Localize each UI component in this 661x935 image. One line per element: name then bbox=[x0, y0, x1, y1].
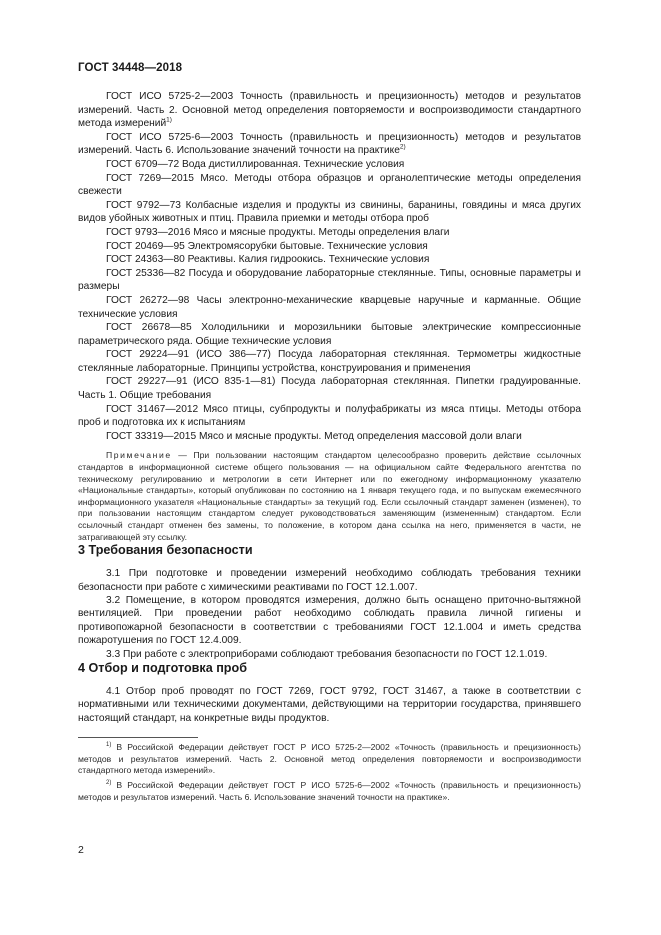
reference-item: ГОСТ 6709—72 Вода дистиллированная. Технические условия bbox=[106, 158, 405, 170]
footnote-mark: 1) bbox=[106, 742, 112, 749]
note-label: Примечание bbox=[106, 450, 172, 461]
reference-item: ГОСТ 9792—73 Колбасные изделия и продукты из свинины, баранины, говядины и мяса других видов убойных животных и птиц. Правила приемки и методы отбора проб bbox=[78, 199, 581, 225]
section-3-paragraph: 3.2 Помещение, в котором проводятся измерения, должно быть оснащено приточно-вытяжной вентиляцией. При проведении работ необходимо соблюдать правила личной гигиены и противопожарной безопасности в соответствии с требованиями ГОСТ 12.1.004 и иметь средства пожаротушения по ГОСТ 12.4.009. bbox=[78, 595, 581, 647]
reference-item: ГОСТ 29224—91 (ИСО 386—77) Посуда лабораторная стеклянная. Термометры жидкостные стеклянные лабораторные. Принципы устройства, конструирования и применения bbox=[78, 349, 581, 374]
page-number: 2 bbox=[78, 844, 84, 856]
reference-item: ГОСТ 26678—85 Холодильники и морозильники бытовые электрические компрессионные параметрического ряда. Общие технические условия bbox=[78, 322, 581, 347]
footnote: $^{2)}$ В Российской Федерации действует ГОСТ Р ИСО 5725-6—2002 «Точность (правильность и прецизионность) методов и результатов измерений. Часть 6. Использование значений точности на практике». bbox=[78, 780, 581, 802]
reference-item: ГОСТ ИСО 5725-6—2003 Точность (правильность и прецизионность) методов и результатов измерений. Часть 6. Использование значений точности на практике$^{2)}$ bbox=[78, 131, 581, 157]
references-note bbox=[78, 450, 581, 543]
normative-references bbox=[78, 90, 581, 443]
reference-item: ГОСТ 20469—95 Электромясорубки бытовые. Технические условия bbox=[106, 240, 428, 252]
footnote-divider bbox=[78, 737, 198, 738]
document-body bbox=[78, 90, 581, 803]
reference-item: ГОСТ 29227—91 (ИСО 835-1—81) Посуда лабораторная стеклянная. Пипетки градуированные. Часть 1. Общие требования bbox=[78, 376, 581, 402]
section-3-heading: 3 Требования безопасности bbox=[78, 543, 253, 558]
section-4-paragraph: 4.1 Отбор проб проводят по ГОСТ 7269, ГОСТ 9792, ГОСТ 31467, а также в соответствии с нормативными или техническими документами, действующими на территории государства, принявшего настоящий стандарт, на конкретные виды продуктов. bbox=[78, 686, 581, 724]
reference-item: ГОСТ 31467—2012 Мясо птицы, субпродукты и полуфабрикаты из мяса птицы. Методы отбора проб и подготовка их к испытаниям bbox=[78, 403, 581, 429]
reference-item: ГОСТ 25336—82 Посуда и оборудование лабораторные стеклянные. Типы, основные параметры и размеры bbox=[78, 267, 581, 293]
footnote: $^{1)}$ В Российской Федерации действует ГОСТ Р ИСО 5725-2—2002 «Точность (правильность и прецизионность) методов и результатов измерений. Часть 2. Основной метод определения повторяемости и воспроизводимости стандартного метода измерений». bbox=[78, 742, 581, 776]
note-text: — При пользовании настоящим стандартом целесообразно проверить действие ссылочных стандартов в информационной системе общего пользования — на официальном сайте Федерального агентства по техническому регулированию и метрологии в сети Интернет или по ежегодному информационному указателю «Национальные стандарты», который опубликован по состоянию на 1 января текущего года, и по выпускам ежемесячного информационного указателя «Национальные стандарты» за текущий год. Если ссылочный стандарт заменен (изменен), то при пользовании настоящим стандартом следует руководствоваться заменяющим (измененным) стандартом. Если ссылочный стандарт отменен без замены, то положение, в котором дана ссылка на него, применяется в части, не затрагивающей эту ссылку. bbox=[78, 450, 581, 542]
reference-item: ГОСТ 33319—2015 Мясо и мясные продукты. Метод определения массовой доли влаги bbox=[106, 430, 522, 442]
reference-item: ГОСТ 24363—80 Реактивы. Калия гидроокись. Технические условия bbox=[106, 254, 430, 266]
reference-item: ГОСТ ИСО 5725-2—2003 Точность (правильность и прецизионность) методов и результатов измерений. Часть 2. Основной метод определения повторяемости и воспроизводимости стандартного метода измерений$^{1)}$ bbox=[78, 91, 581, 130]
reference-item: ГОСТ 26272—98 Часы электронно-механические кварцевые наручные и карманные. Общие технические условия bbox=[78, 294, 581, 320]
document-header: ГОСТ 34448—2018 bbox=[78, 62, 183, 74]
footnote-mark: 2) bbox=[106, 780, 112, 787]
section-3-paragraph: 3.1 При подготовке и проведении измерений необходимо соблюдать требования техники безопасности при работе с химическими реактивами по ГОСТ 12.1.007. bbox=[78, 568, 581, 593]
reference-item: ГОСТ 9793—2016 Мясо и мясные продукты. Методы определения влаги bbox=[106, 226, 450, 238]
footnote-mark: 2) bbox=[399, 143, 406, 151]
footnote-mark: 1) bbox=[166, 116, 172, 124]
reference-item: ГОСТ 7269—2015 Мясо. Методы отбора образцов и органолептические методы определения свежести bbox=[78, 172, 581, 198]
section-3-paragraph: 3.3 При работе с электроприборами соблюдают требования безопасности по ГОСТ 12.1.019. bbox=[106, 648, 548, 660]
section-4-heading: 4 Отбор и подготовка проб bbox=[78, 661, 247, 676]
